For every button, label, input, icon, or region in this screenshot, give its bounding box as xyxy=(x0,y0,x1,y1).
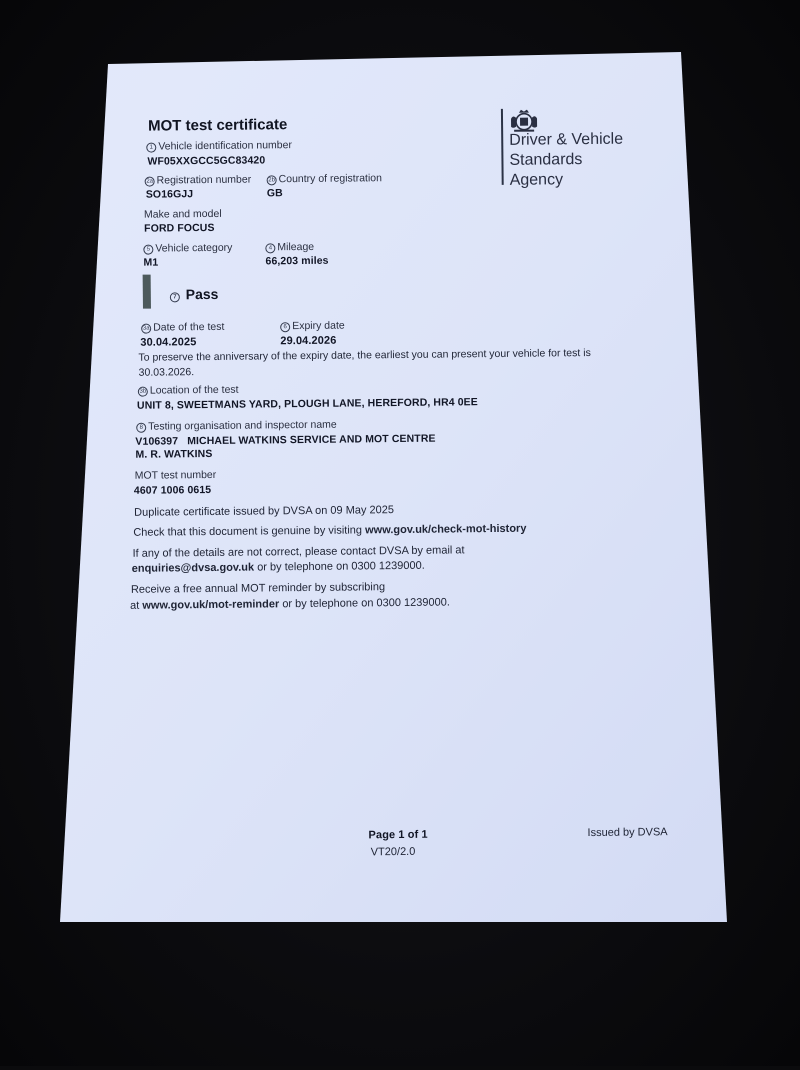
issued-by: Issued by DVSA xyxy=(587,826,668,840)
testing-org-label: 8 Testing organisation and inspector name xyxy=(136,419,337,433)
reminder-line-1: Receive a free annual MOT reminder by subscribing xyxy=(130,581,386,596)
certificate-title: MOT test certificate xyxy=(147,116,288,135)
test-date-value: 30.04.2025 xyxy=(140,336,197,349)
pass-status-bar xyxy=(143,275,151,309)
marker-mileage: 4 xyxy=(265,243,275,253)
marker-test-date: 3a xyxy=(141,324,151,334)
inspector-name: M. R. WATKINS xyxy=(135,447,213,461)
country-value: GB xyxy=(266,187,283,200)
check-mot-history-link[interactable]: www.gov.uk/check-mot-history xyxy=(365,522,527,537)
make-model-value: FORD FOCUS xyxy=(144,221,215,235)
contact-line-1: If any of the details are not correct, please contact DVSA by email at xyxy=(132,544,465,560)
result-status: 7 Pass xyxy=(170,286,219,303)
agency-name-line-2: Standards xyxy=(509,151,583,169)
reminder-line-2: at www.gov.uk/mot-reminder or by telephone on 0300 1239000. xyxy=(130,596,450,612)
expiry-value: 29.04.2026 xyxy=(280,334,337,348)
test-date-label: 3a Date of the test xyxy=(142,320,225,334)
contact-line-2: enquiries@dvsa.gov.uk or by telephone on 0300 1239000. xyxy=(131,559,425,575)
test-number-label: MOT test number xyxy=(134,468,217,482)
check-authenticity-line: Check that this document is genuine by visiting www.gov.uk/check-mot-history xyxy=(133,522,527,539)
registration-value: SO16GJJ xyxy=(145,188,194,201)
location-value: UNIT 8, SWEETMANS YARD, PLOUGH LANE, HEREFORD, HR4 0EE xyxy=(136,396,478,412)
contact-email-link[interactable]: enquiries@dvsa.gov.uk xyxy=(131,561,255,575)
expiry-label: 6 Expiry date xyxy=(280,320,345,333)
page-number: Page 1 of 1 xyxy=(368,828,428,842)
form-code: VT20/2.0 xyxy=(370,845,416,859)
duplicate-note: Duplicate certificate issued by DVSA on 09 May 2025 xyxy=(134,504,395,519)
marker-expiry: 6 xyxy=(280,322,290,332)
marker-country: 2b xyxy=(267,175,277,185)
make-model-label: Make and model xyxy=(143,207,222,221)
registration-label: 2a Registration number xyxy=(146,173,252,187)
mot-reminder-link[interactable]: www.gov.uk/mot-reminder xyxy=(142,598,280,612)
anniversary-note-line-2: 30.03.2026. xyxy=(138,366,195,379)
country-label: 2b Country of registration xyxy=(268,172,383,186)
category-value: M1 xyxy=(143,256,159,269)
vin-label: 1 Vehicle identification number xyxy=(146,139,292,153)
agency-name-line-1: Driver & Vehicle xyxy=(509,130,624,149)
category-label: 5 Vehicle category xyxy=(143,242,232,255)
marker-testing-org: 8 xyxy=(136,423,146,433)
mileage-label: 4 Mileage xyxy=(265,241,314,254)
marker-vin: 1 xyxy=(146,143,156,153)
testing-org-value: V106397 MICHAEL WATKINS SERVICE AND MOT CENTRE xyxy=(135,432,436,448)
marker-location: 3b xyxy=(138,387,148,397)
marker-result: 7 xyxy=(170,292,180,302)
anniversary-note-line-1: To preserve the anniversary of the expiry date, the earliest you can present your vehicle for test is xyxy=(138,346,591,364)
agency-divider xyxy=(501,109,504,185)
mileage-value: 66,203 miles xyxy=(265,254,329,268)
test-number-value: 4607 1006 0615 xyxy=(133,483,212,497)
agency-name-line-3: Agency xyxy=(509,171,564,189)
marker-registration: 2a xyxy=(145,177,155,187)
vin-value: WF05XXGCC5GC83420 xyxy=(147,154,266,168)
location-label: 3b Location of the test xyxy=(139,383,239,397)
marker-category: 5 xyxy=(143,245,153,255)
